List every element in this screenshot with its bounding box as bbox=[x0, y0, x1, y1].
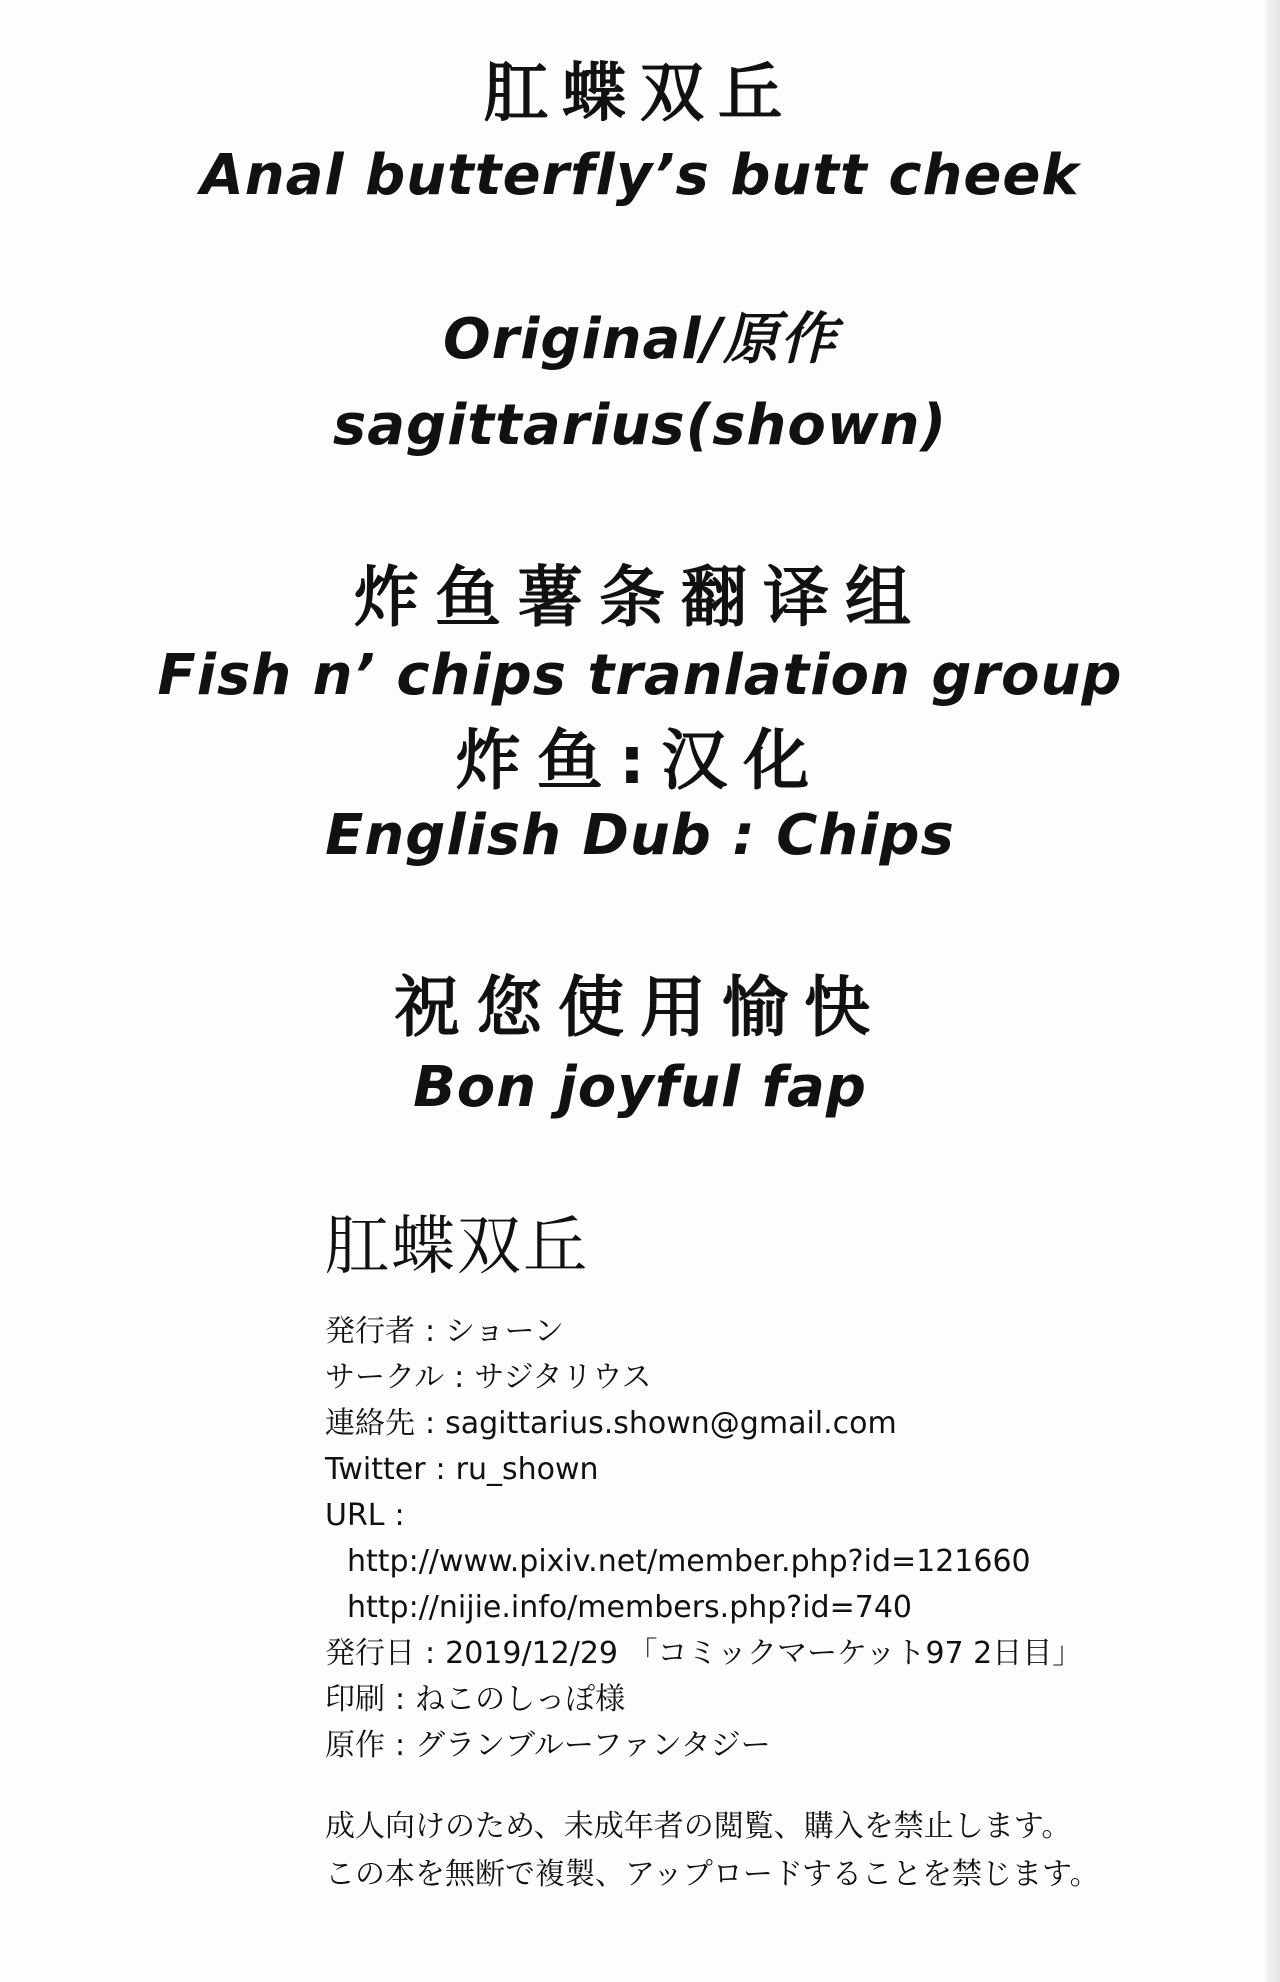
translator-en: English Dub : Chips bbox=[325, 803, 955, 868]
info-value: ねこのしっぽ様 bbox=[415, 1682, 626, 1717]
group-en-block bbox=[0, 643, 1280, 708]
twitter-handle: ru_shown bbox=[455, 1452, 599, 1487]
info-row-date bbox=[325, 1631, 1225, 1677]
info-value: 2019/12/29 「コミックマーケット97 2日目」 bbox=[445, 1636, 1083, 1671]
url-nijie-text: http://nijie.info/members.php?id=740 bbox=[347, 1590, 912, 1625]
title-en: Anal butterfly’s butt cheek bbox=[200, 143, 1080, 208]
author-block bbox=[0, 393, 1280, 458]
info-sep: : bbox=[454, 1360, 465, 1395]
info-value: グランブルーファンタジー bbox=[415, 1728, 771, 1763]
url-pixiv-text: http://www.pixiv.net/member.php?id=121660 bbox=[347, 1544, 1031, 1579]
original-block bbox=[0, 307, 1280, 372]
info-key: 連絡先 bbox=[325, 1406, 415, 1441]
info-key: 印刷 bbox=[325, 1682, 385, 1717]
info-key: サークル bbox=[325, 1360, 445, 1395]
wish-en: Bon joyful fap bbox=[413, 1055, 867, 1120]
info-sep: : bbox=[395, 1682, 406, 1717]
info-sep: : bbox=[425, 1636, 436, 1671]
colophon bbox=[325, 1195, 1225, 1769]
info-sep: : bbox=[435, 1452, 446, 1487]
group-cn: 炸鱼薯条翻译组 bbox=[353, 559, 927, 636]
info-row-circle bbox=[325, 1355, 1225, 1401]
info-sep: : bbox=[425, 1314, 436, 1349]
info-row-printer bbox=[325, 1677, 1225, 1723]
group-en: Fish n’ chips tranlation group bbox=[157, 643, 1123, 708]
wish-cn-block bbox=[0, 969, 1280, 1046]
notice-line-2: この本を無断で複製、アップロードすることを禁じます。 bbox=[325, 1857, 1100, 1892]
url-pixiv bbox=[325, 1539, 1225, 1585]
info-value: ショーン bbox=[445, 1314, 564, 1349]
original-author: sagittarius(shown) bbox=[332, 393, 948, 458]
title-en-block bbox=[0, 143, 1280, 208]
info-key: Twitter bbox=[325, 1452, 426, 1487]
translator-cn-block bbox=[0, 722, 1280, 799]
info-row-contact bbox=[325, 1401, 1225, 1447]
title-cn: 肛蝶双丘 bbox=[484, 57, 796, 131]
info-row-publisher bbox=[325, 1309, 1225, 1355]
original-label: Original/原作 bbox=[442, 307, 837, 372]
info-key: 発行日 bbox=[325, 1636, 415, 1671]
colophon-title: 肛蝶双丘 bbox=[325, 1210, 589, 1284]
info-sep: : bbox=[394, 1498, 405, 1533]
info-key: 原作 bbox=[325, 1728, 385, 1763]
group-cn-block bbox=[0, 559, 1280, 636]
info-value: サジタリウス bbox=[474, 1360, 652, 1395]
notice-line-1: 成人向けのため、未成年者の閲覧、購入を禁止します。 bbox=[325, 1809, 1072, 1844]
translator-cn: 炸鱼:汉化 bbox=[454, 722, 826, 799]
info-row-url bbox=[325, 1493, 1225, 1539]
title-cn-block bbox=[0, 57, 1280, 131]
url-nijie bbox=[325, 1585, 1225, 1631]
translator-en-block bbox=[0, 803, 1280, 868]
wish-en-block bbox=[0, 1055, 1280, 1120]
info-key: URL bbox=[325, 1498, 385, 1533]
info-key: 発行者 bbox=[325, 1314, 415, 1349]
info-sep: : bbox=[425, 1406, 436, 1441]
legal-notice bbox=[325, 1803, 1265, 1899]
contact-email: sagittarius.shown@gmail.com bbox=[445, 1406, 897, 1441]
info-row-source bbox=[325, 1723, 1225, 1769]
info-sep: : bbox=[395, 1728, 406, 1763]
wish-cn: 祝您使用愉快 bbox=[394, 969, 886, 1046]
info-row-twitter bbox=[325, 1447, 1225, 1493]
